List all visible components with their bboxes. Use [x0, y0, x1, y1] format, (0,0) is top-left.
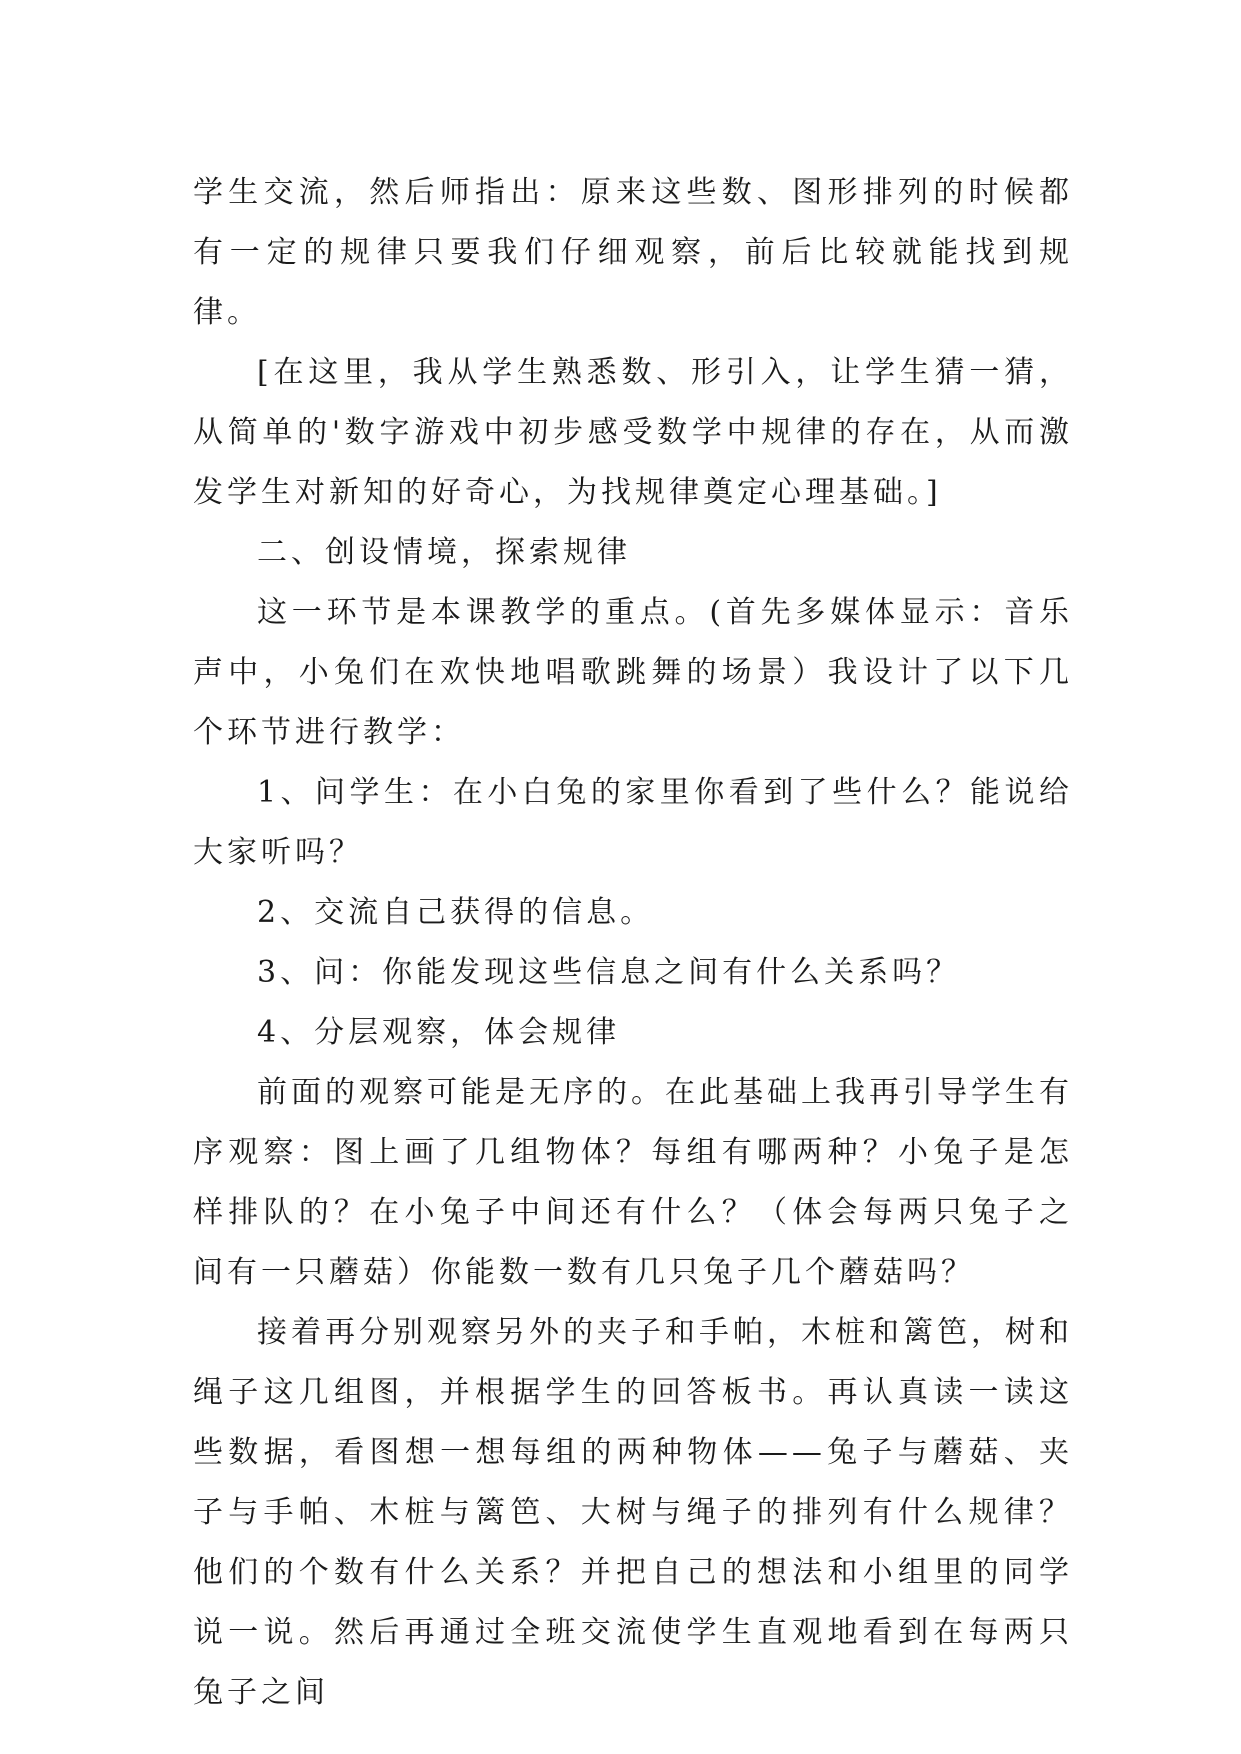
list-item-4: 4、分层观察，体会规律 [257, 1015, 621, 1050]
paragraph-2: [在这里，我从学生熟悉数、形引入，让学生猜一猜，从简单的'数字游戏中初步感受数学中规律的存在，从而激发学生对新知的好奇心，为找规律奠定心理基础。] [193, 355, 1073, 510]
section-heading: 二、创设情境，探索规律 [257, 535, 631, 570]
document-body [193, 163, 1073, 1723]
list-item-1: 1、问学生：在小白兔的家里你看到了些什么？能说给大家听吗？ [193, 775, 1073, 870]
list-item-2: 2、交流自己获得的信息。 [257, 895, 655, 930]
paragraph-5: 接着再分别观察另外的夹子和手帕，木桩和篱笆，树和绳子这几组图，并根据学生的回答板书。再认真读一读这些数据，看图想一想每组的两种物体——兔子与蘑菇、夹子与手帕、木桩与篱笆、大树与绳子的排列有什么规律？他们的个数有什么关系？并把自己的想法和小组里的同学说一说。然后再通过全班交流使学生直观地看到在每两只兔子之间 [193, 1315, 1073, 1710]
paragraph-1: 学生交流，然后师指出：原来这些数、图形排列的时候都有一定的规律只要我们仔细观察，前后比较就能找到规律。 [193, 175, 1073, 330]
paragraph-3: 这一环节是本课教学的重点。(首先多媒体显示：音乐声中，小兔们在欢快地唱歌跳舞的场景）我设计了以下几个环节进行教学： [193, 595, 1073, 750]
paragraph-4: 前面的观察可能是无序的。在此基础上我再引导学生有序观察：图上画了几组物体？每组有哪两种？小兔子是怎样排队的？在小兔子中间还有什么？（体会每两只兔子之间有一只蘑菇）你能数一数有几只兔子几个蘑菇吗？ [193, 1075, 1073, 1290]
list-item-3: 3、问：你能发现这些信息之间有什么关系吗？ [257, 955, 961, 990]
